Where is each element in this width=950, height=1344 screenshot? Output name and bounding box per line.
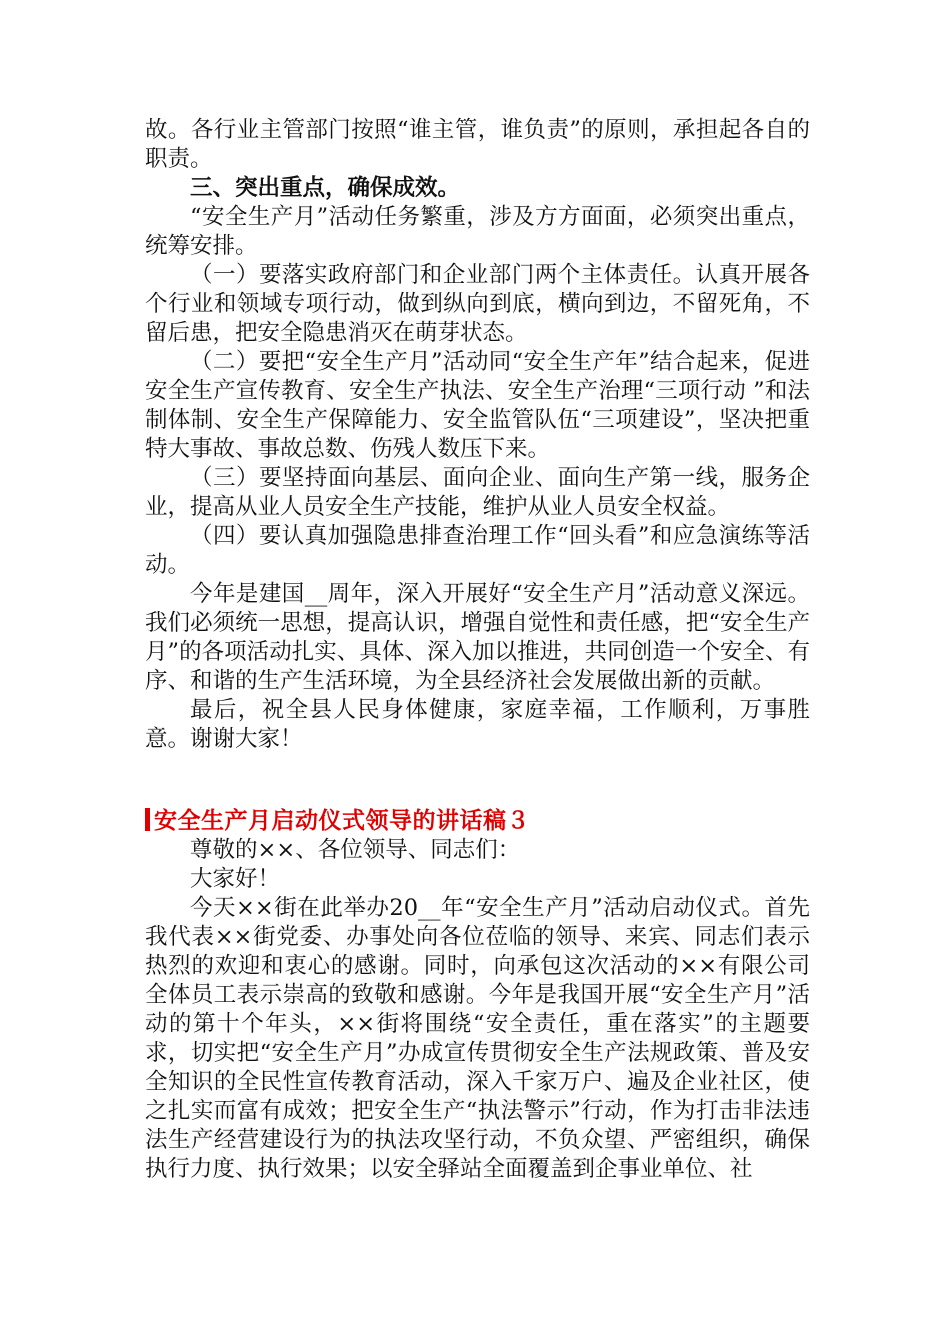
- body-paragraph: （二）要把“安全生产月”活动同“安全生产年”结合起来，促进安全生产宣传教育、安全生产执法、安全生产治理“三项行动 ”和法制体制、安全生产保障能力、安全监管队伍“三项建设”，坚决把重特大事故、事故总数、伤残人数压下来。: [145, 349, 810, 462]
- section-title-text: 安全生产月启动仪式领导的讲话稿３: [154, 808, 530, 834]
- body-paragraph: （四）要认真加强隐患排查治理工作“回头看”和应急演练等活动。: [145, 523, 810, 578]
- body-paragraph: 今天××街在此举办20__年“安全生产月”活动启动仪式。首先我代表××街党委、办事处向各位莅临的领导、来宾、同志们表示热烈的欢迎和衷心的感谢。同时，向承包这次活动的××有限公司全体员工表示崇高的致敬和感谢。今年是我国开展“安全生产月”活动的第十个年头，××街将围绕“安全责任，重在落实”的主题要求，切实把“安全生产月”办成宣传贯彻安全生产法规政策、普及安全知识的全民性宣传教育活动，深入千家万户、遍及企业社区，使之扎实而富有成效；把安全生产“执法警示”行动，作为打击非法违法生产经营建设行为的执法攻坚行动，不负众望、严密组织，确保执行力度、执行效果；以安全驿站全面覆盖到企事业单位、社: [145, 895, 810, 1182]
- salutation-paragraph: 尊敬的××、各位领导、同志们：: [190, 837, 521, 863]
- section-heading-three: 三、突出重点，确保成效。: [190, 175, 461, 201]
- body-paragraph: “安全生产月”活动任务繁重，涉及方方面面，必须突出重点，统筹安排。: [145, 204, 810, 259]
- body-paragraph: 今年是建国__周年，深入开展好“安全生产月”活动意义深远。我们必须统一思想，提高认识，增强自觉性和责任感，把“安全生产月”的各项活动扎实、具体、深入加以推进，共同创造一个安全、有序、和谐的生产生活环境，为全县经济社会发展做出新的贡献。: [145, 581, 810, 694]
- document-section-title: [145, 806, 810, 836]
- document-page: [145, 116, 810, 1184]
- body-paragraph: （三）要坚持面向基层、面向企业、面向生产第一线，服务企业，提高从业人员安全生产技能，维护从业人员安全权益。: [145, 465, 810, 520]
- heading-marker-bar: [145, 808, 150, 831]
- body-paragraph: 故。各行业主管部门按照“谁主管，谁负责”的原则，承担起各自的职责。: [145, 117, 810, 172]
- closing-paragraph: 最后，祝全县人民身体健康，家庭幸福，工作顺利，万事胜意。谢谢大家！: [145, 697, 810, 752]
- greeting-paragraph: 大家好！: [190, 866, 281, 892]
- body-paragraph: （一）要落实政府部门和企业部门两个主体责任。认真开展各个行业和领域专项行动，做到纵向到底，横向到边，不留死角，不留后患，把安全隐患消灭在萌芽状态。: [145, 262, 810, 346]
- section-spacer: [145, 754, 810, 806]
